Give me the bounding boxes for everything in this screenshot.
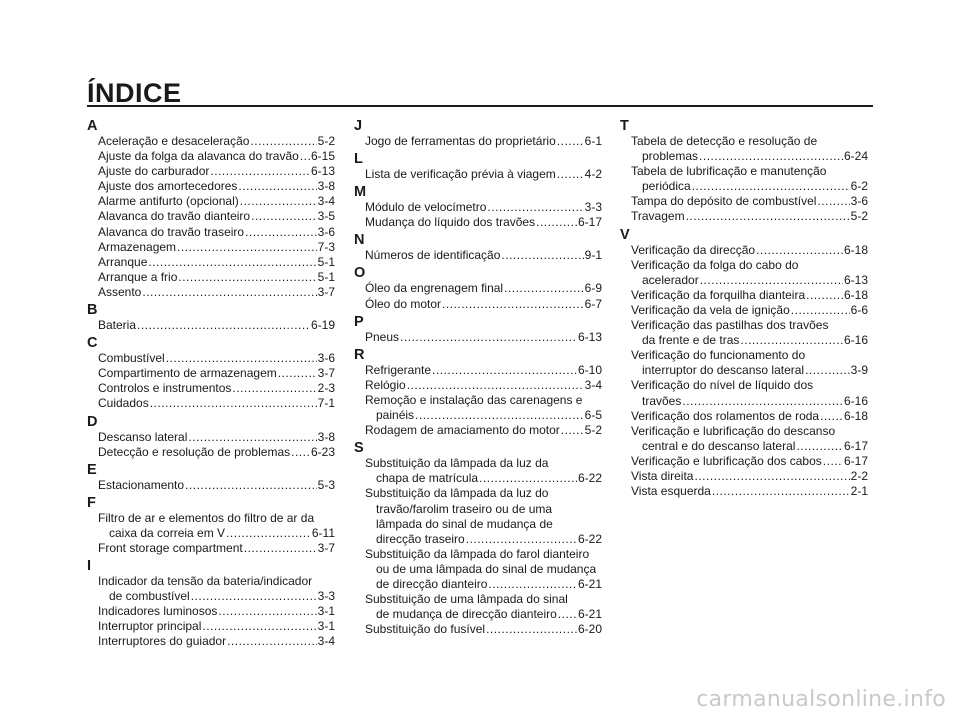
dot-leader [557, 167, 584, 182]
section-letter: I [87, 558, 92, 575]
entry-text: Indicadores luminosos [98, 604, 218, 619]
entry-text: Vista direita [631, 468, 694, 483]
index-entry [354, 134, 602, 149]
section-letter: M [354, 184, 367, 201]
entry-text: Verificação da forquilha dianteira [631, 287, 806, 302]
index-entry [87, 318, 335, 333]
index-entry [87, 445, 335, 460]
entry-text: Verificação da folga do cabo do [631, 257, 799, 272]
entry-page-number: 6-6 [850, 302, 868, 317]
dot-leader [300, 149, 310, 164]
index-entry [354, 378, 602, 393]
dot-leader [442, 297, 584, 312]
dot-leader [536, 215, 577, 230]
entry-page-number: 6-13 [310, 164, 335, 179]
index-column-2 [354, 116, 602, 637]
entry-text: Arranque a frio [98, 269, 178, 284]
index-entry [354, 200, 602, 215]
index-entry [87, 634, 335, 649]
index-entry [620, 469, 868, 484]
dot-leader [178, 270, 316, 285]
entry-text: de mudança de direcção dianteiro [376, 607, 557, 622]
dot-leader [488, 577, 577, 592]
entry-text: Front storage compartment [98, 540, 243, 555]
entry-page-number: 7-3 [317, 239, 335, 254]
entry-page-number: 2-3 [317, 381, 335, 396]
index-entry [354, 215, 602, 230]
dot-leader [227, 634, 317, 649]
entry-text: Alavanca do travão traseiro [98, 224, 245, 239]
section-letter: P [354, 313, 364, 330]
entry-text: Jogo de ferramentas do proprietário [365, 134, 556, 148]
index-entry [354, 547, 602, 592]
section-letter: S [354, 440, 364, 457]
index-entry [620, 318, 868, 348]
entry-text: da frente e de tras [642, 333, 740, 348]
entry-text: Verificação das pastilhas dos travões [631, 318, 829, 333]
dot-leader [202, 619, 316, 634]
entry-text: de combustível [109, 589, 190, 604]
dot-leader [240, 194, 317, 209]
entry-page-number: 3-7 [317, 284, 335, 299]
dot-leader [244, 541, 317, 556]
index-entry [87, 209, 335, 224]
entry-page-number: 3-9 [850, 363, 868, 378]
index-entry [87, 381, 335, 396]
entry-text: Detecção e resolução de problemas [98, 444, 291, 459]
entry-text: Substituição do fusível [365, 622, 486, 637]
entry-text: Tampa do depósito de combustível [631, 194, 817, 209]
entry-text: Alavanca do travão dianteiro [98, 209, 251, 224]
section-letter: L [354, 151, 363, 168]
entry-text: Filtro de ar e elementos do filtro de ar da [98, 510, 315, 525]
entry-page-number: 6-24 [843, 149, 868, 164]
entry-text: Óleo da engrenagem final [365, 281, 504, 296]
dot-leader [557, 134, 584, 149]
entry-page-number: 2-2 [850, 468, 868, 483]
dot-leader [191, 589, 317, 604]
entry-text: Cuidados [98, 396, 149, 411]
entry-page-number: 5-1 [317, 254, 335, 269]
dot-leader [756, 243, 843, 258]
entry-text: Substituição da lâmpada do farol dianteiro [365, 546, 590, 561]
index-column-1 [87, 116, 335, 650]
index-entry [87, 255, 335, 270]
entry-page-number: 3-5 [317, 209, 335, 224]
entry-text: acelerador [642, 272, 699, 287]
index-entry [620, 164, 868, 194]
index-entry [87, 511, 335, 541]
index-entry [620, 134, 868, 164]
entry-page-number: 2-1 [850, 484, 868, 499]
entry-page-number: 6-13 [577, 329, 602, 344]
entry-page-number: 5-3 [317, 477, 335, 492]
dot-leader [805, 363, 850, 378]
entry-page-number: 6-22 [577, 531, 602, 546]
index-entry [87, 430, 335, 445]
dot-leader [487, 200, 583, 215]
entry-text: Indicador da tensão da bateria/indicador [98, 574, 313, 589]
entry-text: Alarme antifurto (opcional) [98, 194, 239, 209]
entry-page-number: 3-3 [584, 200, 602, 215]
index-entry [87, 366, 335, 381]
index-entry [87, 149, 335, 164]
index-entry [354, 393, 602, 423]
entry-text: Verificação e lubrificação do descanso [631, 423, 836, 438]
entry-text: travões [642, 393, 682, 408]
entry-text: Assento [98, 284, 142, 299]
dot-leader [210, 164, 310, 179]
dot-leader [177, 240, 317, 255]
entry-text: Refrigerante [365, 362, 432, 377]
section-letter: E [87, 461, 97, 478]
entry-page-number: 4-2 [584, 167, 602, 182]
entry-page-number: 6-20 [577, 622, 602, 637]
dot-leader [558, 607, 577, 622]
entry-text: Remoção e instalação das carenagens e [365, 392, 583, 407]
index-entry [620, 424, 868, 454]
entry-text: Ajuste da folga da alavanca do travão [98, 149, 299, 164]
index-entry [87, 285, 335, 300]
entry-text: caixa da correia em V [109, 525, 226, 540]
index-entry [87, 619, 335, 634]
entry-text: Substituição de uma lâmpada do sinal [365, 592, 568, 607]
index-entry [354, 363, 602, 378]
entry-text: Rodagem de amaciamento do motor [365, 423, 560, 438]
entry-page-number: 6-17 [577, 215, 602, 230]
entry-text: Pneus [365, 329, 400, 344]
entry-page-number: 9-1 [584, 248, 602, 263]
dot-leader [820, 409, 843, 424]
dot-leader [137, 318, 310, 333]
index-entry [354, 297, 602, 312]
dot-leader [791, 303, 850, 318]
dot-leader [817, 194, 849, 209]
entry-page-number: 3-6 [850, 194, 868, 209]
dot-leader [218, 604, 316, 619]
dot-leader [291, 445, 310, 460]
section-letter: V [620, 226, 630, 243]
section-letter: A [87, 118, 98, 134]
entry-page-number: 3-7 [317, 540, 335, 555]
index-entry [620, 378, 868, 408]
entry-page-number: 6-11 [311, 525, 335, 540]
entry-page-number: 6-21 [577, 576, 602, 591]
index-entry [87, 270, 335, 285]
index-entry [87, 351, 335, 366]
dot-leader [226, 526, 311, 541]
dot-leader [188, 430, 316, 445]
entry-text: problemas [642, 149, 699, 164]
entry-text: Bateria [98, 318, 137, 333]
entry-page-number: 3-7 [317, 366, 335, 381]
index-entry [87, 179, 335, 194]
dot-leader [278, 366, 317, 381]
dot-leader [686, 209, 850, 224]
dot-leader [692, 179, 850, 194]
section-letter: D [87, 413, 98, 430]
entry-page-number: 6-7 [584, 296, 602, 311]
index-entry [87, 396, 335, 411]
entry-text: Verificação da direcção [631, 242, 756, 257]
entry-text: Interruptores do guiador [98, 634, 227, 649]
dot-leader [166, 351, 317, 366]
dot-leader [185, 478, 317, 493]
dot-leader [504, 281, 584, 296]
entry-page-number: 6-19 [310, 318, 335, 333]
index-entry [354, 423, 602, 438]
dot-leader [796, 439, 843, 454]
entry-text: Tabela de lubrificação e manutenção [631, 164, 827, 179]
dot-leader [466, 532, 577, 547]
entry-text: Verificação do nível de líquido dos [631, 378, 814, 393]
index-entry [87, 541, 335, 556]
entry-text: Substituição da lâmpada da luz do [365, 486, 549, 501]
entry-page-number: 3-4 [317, 194, 335, 209]
index-entry [354, 167, 602, 182]
index-entry [620, 484, 868, 499]
entry-page-number: 6-21 [577, 607, 602, 622]
entry-page-number: 3-3 [317, 589, 335, 604]
entry-page-number: 6-2 [850, 179, 868, 194]
entry-page-number: 6-15 [310, 149, 335, 164]
index-entry [354, 281, 602, 296]
index-entry [620, 348, 868, 378]
dot-leader [501, 248, 583, 263]
entry-text: Mudança do líquido dos travões [365, 215, 536, 230]
entry-text: Estacionamento [98, 477, 185, 492]
entry-page-number: 3-6 [317, 351, 335, 366]
dot-leader [432, 363, 577, 378]
entry-text: Óleo do motor [365, 296, 442, 311]
dot-leader [694, 469, 849, 484]
index-entry [620, 258, 868, 288]
entry-text: Vista esquerda [631, 484, 711, 499]
dot-leader [740, 333, 843, 348]
section-letter: B [87, 302, 98, 319]
entry-text: Controlos e instrumentos [98, 381, 232, 396]
entry-page-number: 6-9 [584, 281, 602, 296]
entry-text: central e do descanso lateral [642, 438, 796, 453]
entry-page-number: 6-17 [843, 453, 868, 468]
entry-text: Verificação dos rolamentos de roda [631, 408, 820, 423]
entry-text: chapa de matrícula [376, 471, 479, 486]
entry-text: Lista de verificação prévia à viagem [365, 167, 556, 182]
entry-text: Números de identificação [365, 248, 501, 263]
entry-text: Ajuste do carburador [98, 164, 210, 179]
index-entry [87, 194, 335, 209]
dot-leader [823, 454, 843, 469]
dot-leader [806, 288, 843, 303]
page-title: ÍNDICE [87, 78, 182, 108]
entry-page-number: 6-18 [843, 287, 868, 302]
index-entry [354, 456, 602, 486]
index-column-3 [620, 116, 868, 499]
entry-text: lâmpada do sinal de mudança de [376, 516, 553, 531]
entry-page-number: 5-1 [317, 269, 335, 284]
index-entry [87, 240, 335, 255]
index-entry [620, 209, 868, 224]
index-entry [354, 330, 602, 345]
entry-page-number: 3-4 [584, 377, 602, 392]
entry-text: interruptor do descanso lateral [642, 363, 805, 378]
entry-text: Aceleração e desaceleração [98, 134, 250, 148]
entry-page-number: 3-8 [317, 179, 335, 194]
index-entry [87, 164, 335, 179]
entry-text: Armazenagem [98, 239, 177, 254]
index-entry [620, 303, 868, 318]
dot-leader [148, 255, 316, 270]
entry-text: direcção traseiro [376, 531, 465, 546]
section-letter: R [354, 346, 365, 363]
entry-text: Relógio [365, 377, 406, 392]
entry-text: Combustível [98, 351, 165, 366]
entry-page-number: 7-1 [317, 396, 335, 411]
entry-page-number: 3-8 [317, 429, 335, 444]
index-entry [620, 288, 868, 303]
entry-text: travão/farolim traseiro ou de uma [376, 501, 553, 516]
entry-page-number: 3-1 [317, 604, 335, 619]
entry-page-number: 5-2 [850, 209, 868, 224]
dot-leader [232, 381, 316, 396]
section-letter: N [354, 232, 365, 249]
entry-text: Verificação e lubrificação dos cabos [631, 453, 822, 468]
entry-page-number: 6-17 [843, 438, 868, 453]
index-entry [620, 409, 868, 424]
entry-text: Arranque [98, 254, 148, 269]
index-entry [354, 592, 602, 622]
index-entry [354, 248, 602, 263]
entry-text: Ajuste dos amortecedores [98, 179, 238, 194]
index-entry [87, 604, 335, 619]
entry-page-number: 5-2 [584, 423, 602, 438]
entry-page-number: 6-16 [843, 393, 868, 408]
dot-leader [407, 378, 584, 393]
entry-page-number: 6-5 [584, 408, 602, 423]
section-letter: F [87, 494, 96, 511]
dot-leader [415, 408, 584, 423]
entry-text: Tabela de detecção e resolução de [631, 134, 818, 148]
dot-leader [682, 394, 843, 409]
dot-leader [250, 134, 316, 149]
entry-page-number: 6-22 [577, 471, 602, 486]
entry-page-number: 6-1 [584, 134, 602, 148]
entry-page-number: 6-10 [577, 362, 602, 377]
entry-page-number: 6-16 [843, 333, 868, 348]
entry-page-number: 6-23 [310, 444, 335, 459]
section-letter: T [620, 118, 629, 134]
section-letter: J [354, 118, 363, 134]
entry-page-number: 3-1 [317, 619, 335, 634]
dot-leader [561, 423, 584, 438]
index-entry [354, 486, 602, 546]
dot-leader [245, 225, 317, 240]
index-entry [87, 574, 335, 604]
entry-text: Verificação da vela de ignição [631, 302, 790, 317]
entry-text: Compartimento de armazenagem [98, 366, 277, 381]
section-letter: C [87, 335, 98, 352]
dot-leader [486, 622, 577, 637]
index-entry [354, 622, 602, 637]
entry-text: Descanso lateral [98, 429, 188, 444]
entry-text: Verificação do funcionamento do [631, 348, 806, 363]
entry-text: de direcção dianteiro [376, 576, 488, 591]
entry-text: Travagem [631, 209, 685, 224]
dot-leader [142, 285, 316, 300]
watermark: carmanualsonline.info [696, 687, 946, 712]
entry-page-number: 3-4 [317, 634, 335, 649]
index-entry [87, 134, 335, 149]
entry-text: Módulo de velocímetro [365, 200, 487, 215]
dot-leader [479, 471, 577, 486]
entry-page-number: 3-6 [317, 224, 335, 239]
dot-leader [699, 149, 843, 164]
entry-page-number: 5-2 [317, 134, 335, 148]
index-entry [87, 225, 335, 240]
entry-page-number: 6-18 [843, 408, 868, 423]
dot-leader [251, 209, 317, 224]
entry-page-number: 6-18 [843, 242, 868, 257]
dot-leader [238, 179, 316, 194]
index-entry [87, 478, 335, 493]
dot-leader [400, 330, 577, 345]
section-letter: O [354, 265, 366, 282]
dot-leader [712, 484, 850, 499]
entry-text: periódica [642, 179, 691, 194]
entry-text: Interruptor principal [98, 619, 202, 634]
dot-leader [700, 273, 843, 288]
entry-text: ou de uma lâmpada do sinal de mudança [376, 561, 597, 576]
index-entry [620, 243, 868, 258]
dot-leader [150, 396, 317, 411]
entry-text: painéis [376, 408, 415, 423]
title-rule [87, 105, 873, 107]
index-entry [620, 454, 868, 469]
entry-text: Substituição da lâmpada da luz da [365, 456, 549, 471]
entry-page-number: 6-13 [843, 272, 868, 287]
index-entry [620, 194, 868, 209]
